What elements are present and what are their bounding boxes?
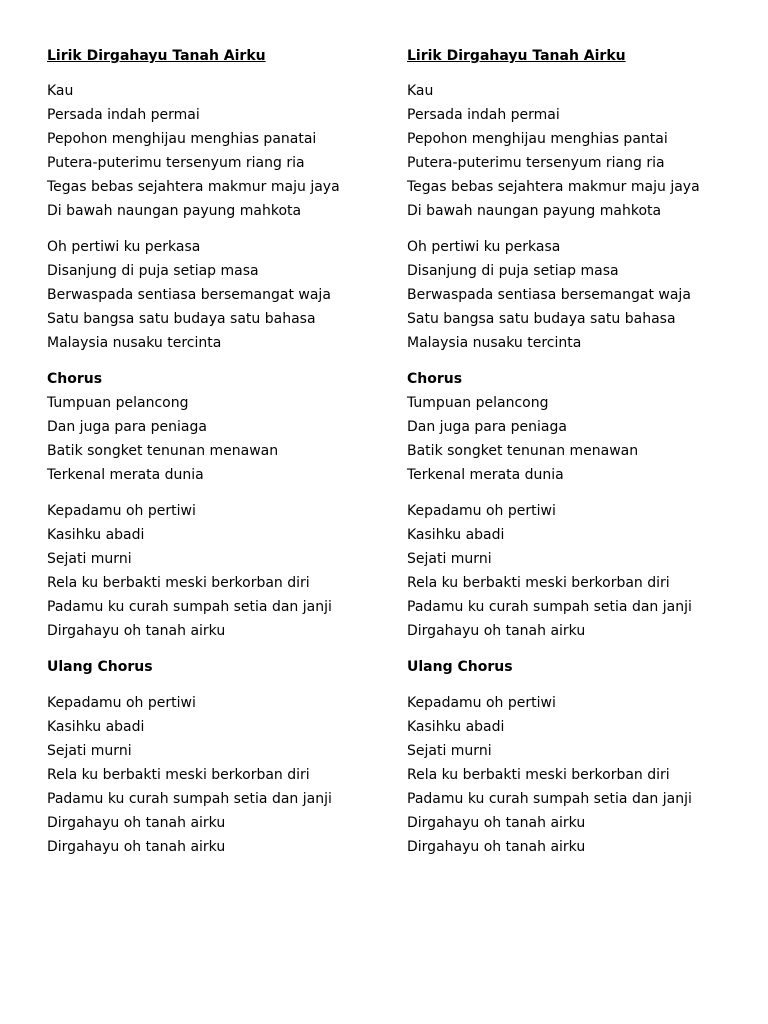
lyric-line: Malaysia nusaku tercinta [47,335,222,351]
verse-2 [407,235,747,355]
lyric-line: Padamu ku curah sumpah setia dan janji [407,791,692,807]
lyric-line: Tumpuan pelancong [407,395,549,411]
verse-1 [47,79,387,223]
verse-2 [47,235,387,355]
chorus-heading: Chorus [407,371,463,387]
lyric-line: Kasihku abadi [47,527,145,543]
lyric-line: Kepadamu oh pertiwi [407,695,556,711]
lyric-line: Malaysia nusaku tercinta [407,335,582,351]
lyric-line: Pepohon menghijau menghias panatai [47,131,317,147]
lyric-line: Oh pertiwi ku perkasa [47,239,201,255]
lyric-line: Kasihku abadi [47,719,145,735]
lyric-line: Oh pertiwi ku perkasa [407,239,561,255]
lyric-line: Tegas bebas sejahtera makmur maju jaya [407,179,700,195]
lyric-line: Putera-puterimu tersenyum riang ria [47,155,305,171]
lyric-line: Dan juga para peniaga [47,419,207,435]
lyric-line: Kau [407,83,434,99]
verse-4 [47,691,387,859]
verse-1 [407,79,747,223]
lyric-line: Kepadamu oh pertiwi [407,503,556,519]
lyric-line: Persada indah permai [47,107,200,123]
lyric-line: Di bawah naungan payung mahkota [47,203,302,219]
lyric-line: Dirgahayu oh tanah airku [407,623,586,639]
lyric-line: Tegas bebas sejahtera makmur maju jaya [47,179,340,195]
chorus [407,367,747,487]
chorus-heading: Chorus [47,371,103,387]
lyric-line: Padamu ku curah sumpah setia dan janji [407,599,692,615]
lyric-line: Disanjung di puja setiap masa [407,263,619,279]
lyric-line: Satu bangsa satu budaya satu bahasa [47,311,316,327]
lyric-line: Kasihku abadi [407,719,505,735]
lyric-line: Sejati murni [47,743,132,759]
lyric-line: Berwaspada sentiasa bersemangat waja [407,287,691,303]
lyrics-title: Lirik Dirgahayu Tanah Airku [47,48,266,64]
lyric-line: Tumpuan pelancong [47,395,189,411]
lyric-line: Rela ku berbakti meski berkorban diri [47,767,310,783]
lyric-line: Rela ku berbakti meski berkorban diri [407,767,670,783]
lyrics-column-right [407,44,747,871]
lyric-line: Dan juga para peniaga [407,419,567,435]
lyrics-column-left [47,44,387,871]
lyric-line: Dirgahayu oh tanah airku [407,839,586,855]
lyric-line: Berwaspada sentiasa bersemangat waja [47,287,331,303]
lyric-line: Dirgahayu oh tanah airku [47,839,226,855]
lyrics-title: Lirik Dirgahayu Tanah Airku [407,48,626,64]
repeat-chorus-heading: Ulang Chorus [47,659,153,675]
lyric-line: Rela ku berbakti meski berkorban diri [407,575,670,591]
lyric-line: Padamu ku curah sumpah setia dan janji [47,599,332,615]
lyric-line: Persada indah permai [407,107,560,123]
lyric-line: Pepohon menghijau menghias pantai [407,131,668,147]
lyric-line: Padamu ku curah sumpah setia dan janji [47,791,332,807]
lyric-line: Kau [47,83,74,99]
verse-3 [47,499,387,643]
lyric-line: Kepadamu oh pertiwi [47,503,196,519]
chorus [47,367,387,487]
lyric-line: Satu bangsa satu budaya satu bahasa [407,311,676,327]
lyric-line: Batik songket tenunan menawan [407,443,639,459]
lyric-line: Batik songket tenunan menawan [47,443,279,459]
lyric-line: Disanjung di puja setiap masa [47,263,259,279]
lyric-line: Sejati murni [407,743,492,759]
lyric-line: Terkenal merata dunia [407,467,564,483]
repeat-chorus-heading: Ulang Chorus [407,659,513,675]
lyric-line: Kasihku abadi [407,527,505,543]
lyric-line: Terkenal merata dunia [47,467,204,483]
lyric-line: Sejati murni [407,551,492,567]
lyric-line: Dirgahayu oh tanah airku [407,815,586,831]
lyric-line: Dirgahayu oh tanah airku [47,623,226,639]
lyric-line: Sejati murni [47,551,132,567]
verse-3 [407,499,747,643]
lyric-line: Dirgahayu oh tanah airku [47,815,226,831]
lyric-line: Kepadamu oh pertiwi [47,695,196,711]
verse-4 [407,691,747,859]
lyric-line: Putera-puterimu tersenyum riang ria [407,155,665,171]
lyric-line: Rela ku berbakti meski berkorban diri [47,575,310,591]
lyric-line: Di bawah naungan payung mahkota [407,203,662,219]
